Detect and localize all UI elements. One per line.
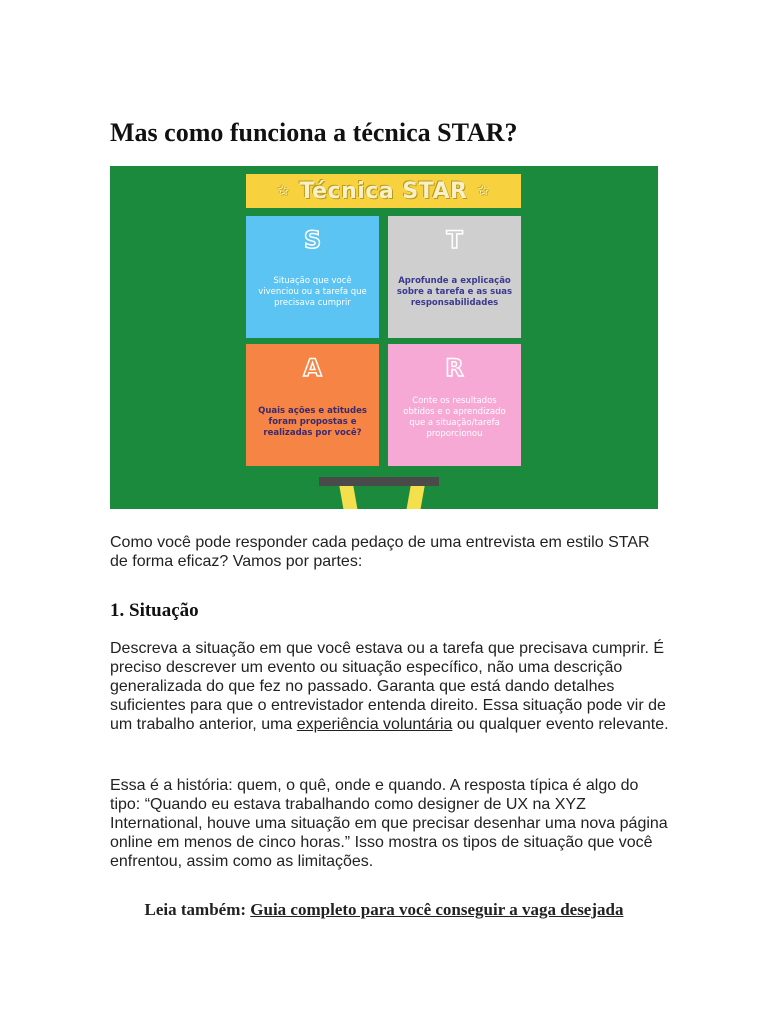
easel-leg (339, 486, 358, 509)
star-icon: ✩ (277, 183, 290, 199)
quadrant-text: Conte os resultados obtidos e o aprendizado que a situação/tarefa proporcionou (403, 396, 506, 439)
volunteer-experience-link[interactable]: experiência voluntária (296, 716, 453, 733)
read-also (0, 900, 768, 920)
read-also-label: Leia também: (144, 900, 247, 919)
paragraph-text: Descreva a situação em que você estava ou a tarefa que precisava cumprir. É preciso descrever um evento ou situação específico, não uma descrição generalizada do que fez no passado. Garanta que está dando detalhes suficientes para que o entrevistador entenda direito. Essa situação pode vir de um trabalho anterior, uma (110, 640, 666, 733)
situacao-paragraph-2: Essa é a história: quem, o quê, onde e quando. A resposta típica é algo do tipo: “Quando eu estava trabalhando como designer de UX na XYZ International, houve uma situação em que precisar desenhar uma nova página online em menos de cinco horas.” Isso mostra os tipos de situação que você enfrentou, assim como as limitações. (110, 777, 668, 870)
quadrant-letter: R (445, 354, 464, 382)
figure-banner (246, 174, 521, 208)
intro-paragraph: Como você pode responder cada pedaço de uma entrevista em estilo STAR de forma eficaz? Vamos por partes: (110, 534, 650, 570)
quadrant-text: Situação que você vivenciou ou a tarefa que precisava cumprir (258, 276, 367, 308)
quadrant-situation (246, 216, 379, 338)
read-also-link[interactable]: Guia completo para você conseguir a vaga desejada (250, 900, 624, 919)
easel-leg (405, 486, 424, 509)
quadrant-text: Quais ações e atitudes foram propostas e realizadas por você? (258, 406, 367, 438)
quadrant-result (388, 344, 521, 466)
quadrant-text: Aprofunde a explicação sobre a tarefa e as suas responsabilidades (396, 276, 513, 308)
star-technique-figure (110, 166, 658, 509)
paragraph-text: ou qualquer evento relevante. (452, 716, 669, 733)
situacao-paragraph-1 (110, 639, 670, 734)
quadrant-letter: T (446, 226, 463, 254)
page-title: Mas como funciona a técnica STAR? (110, 118, 518, 147)
quadrant-task (388, 216, 521, 338)
quadrant-letter: S (303, 226, 322, 254)
figure-banner-title: Técnica STAR (299, 178, 468, 204)
star-icon: ✩ (477, 183, 490, 199)
section-heading-situacao: 1. Situação (110, 600, 199, 621)
quadrant-letter: A (303, 354, 322, 382)
quadrant-action (246, 344, 379, 466)
easel-bar (319, 477, 439, 486)
